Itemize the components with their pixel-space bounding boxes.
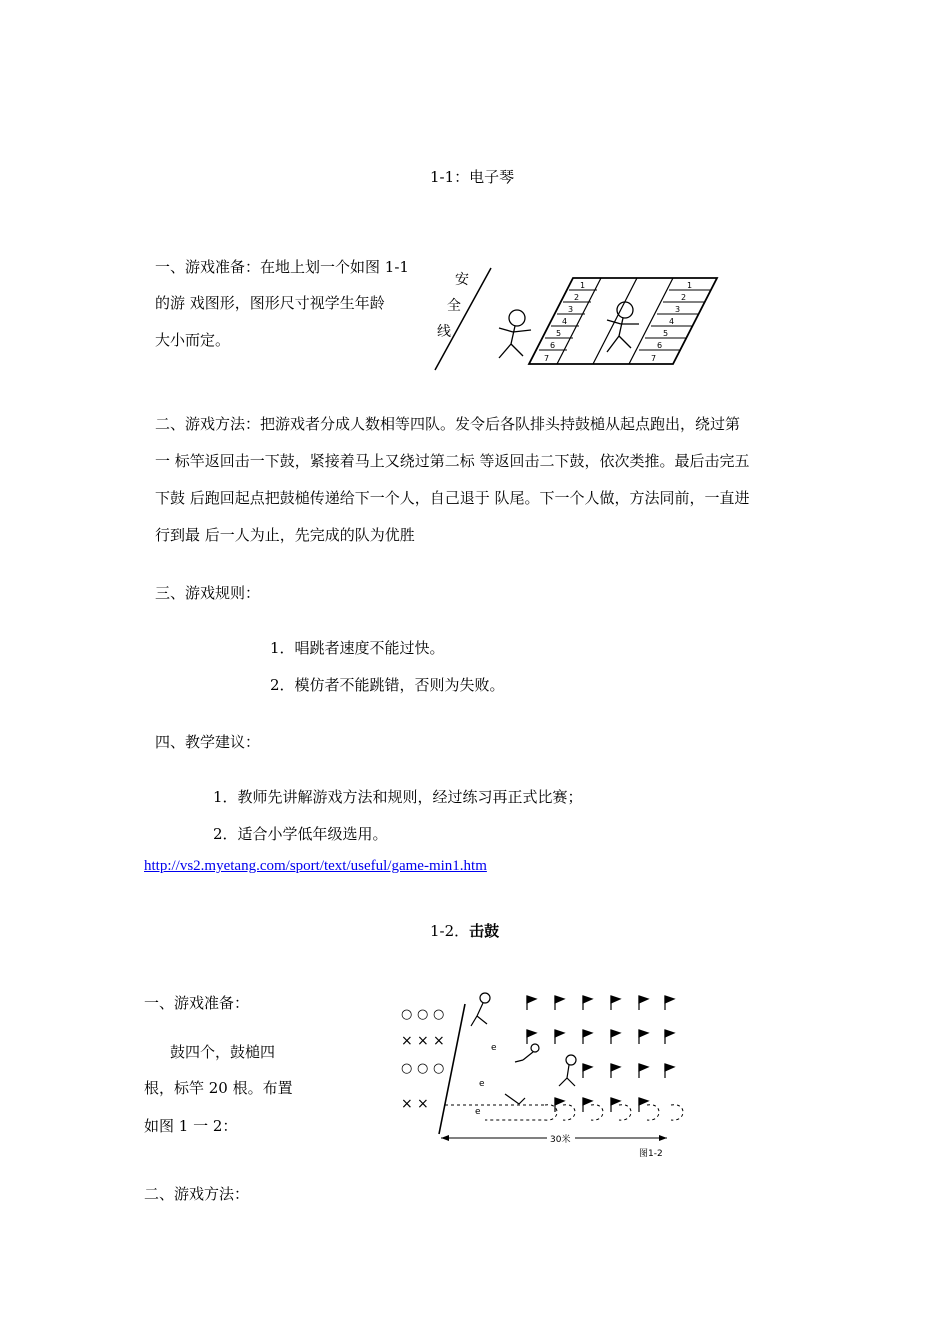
stick-1: × xyxy=(401,1033,413,1049)
figure-1-2 xyxy=(395,990,700,1160)
right-number-6: 6 xyxy=(657,341,663,350)
section2-title-prefix: 1-2． xyxy=(430,922,470,940)
right-number-5: 5 xyxy=(663,329,669,338)
method-line-4: 行到最 后一人为止，先完成的队为优胜 xyxy=(155,526,415,544)
section2-prep-line-2: 根，标竿 20 根。布置 xyxy=(144,1079,293,1097)
left-number-6: 6 xyxy=(550,341,556,350)
figure-1-1 xyxy=(425,258,725,376)
advice-1: 1．教师先讲解游戏方法和规则，经过练习再正式比赛； xyxy=(213,788,583,806)
distance-label: 30米 xyxy=(550,1135,571,1145)
drum-1: ○ xyxy=(401,1007,413,1022)
figure-caption: 图1-2 xyxy=(639,1149,663,1159)
drum-5: ○ xyxy=(417,1061,429,1076)
safety-char-3: 线 xyxy=(437,324,451,340)
source-link[interactable]: http://vs2.myetang.com/sport/text/useful/game-min1.htm xyxy=(144,858,487,874)
left-number-5: 5 xyxy=(556,329,562,338)
small-drums xyxy=(475,1043,497,1117)
method-line-3: 下鼓 后跑回起点把鼓槌传递给下一个人，自己退于 队尾。下一个人做，方法同前，一直进 xyxy=(155,489,750,507)
svg-text:e: e xyxy=(491,1043,497,1053)
runner-left xyxy=(499,310,531,358)
method-line-1: 二、游戏方法：把游戏者分成人数相等四队。发令后各队排头持鼓槌从起点跑出，绕过第 xyxy=(155,415,741,433)
drum-4: ○ xyxy=(401,1061,413,1076)
section2-title-bold: 击鼓 xyxy=(469,922,500,940)
right-number-3: 3 xyxy=(675,305,681,314)
right-lane-rungs xyxy=(639,290,711,350)
left-number-2: 2 xyxy=(574,293,580,302)
stick-4: × xyxy=(401,1096,413,1112)
stick-5: × xyxy=(417,1096,429,1112)
left-number-7: 7 xyxy=(544,354,550,363)
prep-line-3: 大小而定。 xyxy=(155,331,231,349)
section1-title: 1-1：电子琴 xyxy=(430,168,515,186)
prep-line-1: 一、游戏准备：在地上划一个如图 1-1 xyxy=(155,258,409,276)
advice-2: 2．适合小学低年级选用。 xyxy=(213,825,388,843)
svg-text:e: e xyxy=(475,1107,481,1117)
board-outline xyxy=(529,278,717,364)
right-number-4: 4 xyxy=(669,317,675,326)
left-number-3: 3 xyxy=(568,305,574,314)
right-number-7: 7 xyxy=(651,354,657,363)
right-number-1: 1 xyxy=(687,281,693,290)
right-lane-numbers xyxy=(651,281,692,363)
method-line-2: 一 标竿返回击一下鼓，紧接着马上又绕过第二标 等返回击二下鼓，依次类推。最后击完五 xyxy=(155,452,750,470)
stick-3: × xyxy=(433,1033,445,1049)
drum-6: ○ xyxy=(433,1061,445,1076)
advice-heading: 四、教学建议： xyxy=(155,733,261,751)
section2-prep-line-1: 鼓四个，鼓槌四 xyxy=(170,1043,276,1061)
section2-method-heading: 二、游戏方法： xyxy=(144,1185,250,1203)
left-number-4: 4 xyxy=(562,317,568,326)
prep-line-2: 的游 戏图形，图形尺寸视学生年龄 xyxy=(155,294,385,312)
flags xyxy=(527,996,674,1112)
rule-1: 1．唱跳者速度不能过快。 xyxy=(270,639,445,657)
drum-3: ○ xyxy=(433,1007,445,1022)
rule-2: 2．模仿者不能跳错，否则为失败。 xyxy=(270,676,505,694)
right-number-2: 2 xyxy=(681,293,687,302)
section2-title xyxy=(430,920,499,941)
left-number-1: 1 xyxy=(580,281,586,290)
runner-figures xyxy=(471,993,576,1104)
safety-char-2: 全 xyxy=(447,298,461,314)
rules-heading: 三、游戏规则： xyxy=(155,584,261,602)
safety-char-1: 安 xyxy=(455,272,469,288)
left-lane-rungs xyxy=(539,290,597,350)
section2-prep-heading: 一、游戏准备： xyxy=(144,994,250,1012)
running-path xyxy=(445,1105,557,1120)
stick-2: × xyxy=(417,1033,429,1049)
loop-paths xyxy=(563,1105,683,1120)
section2-prep-line-3: 如图 1 一 2： xyxy=(144,1117,238,1135)
drum-2: ○ xyxy=(417,1007,429,1022)
svg-text:e: e xyxy=(479,1079,485,1089)
